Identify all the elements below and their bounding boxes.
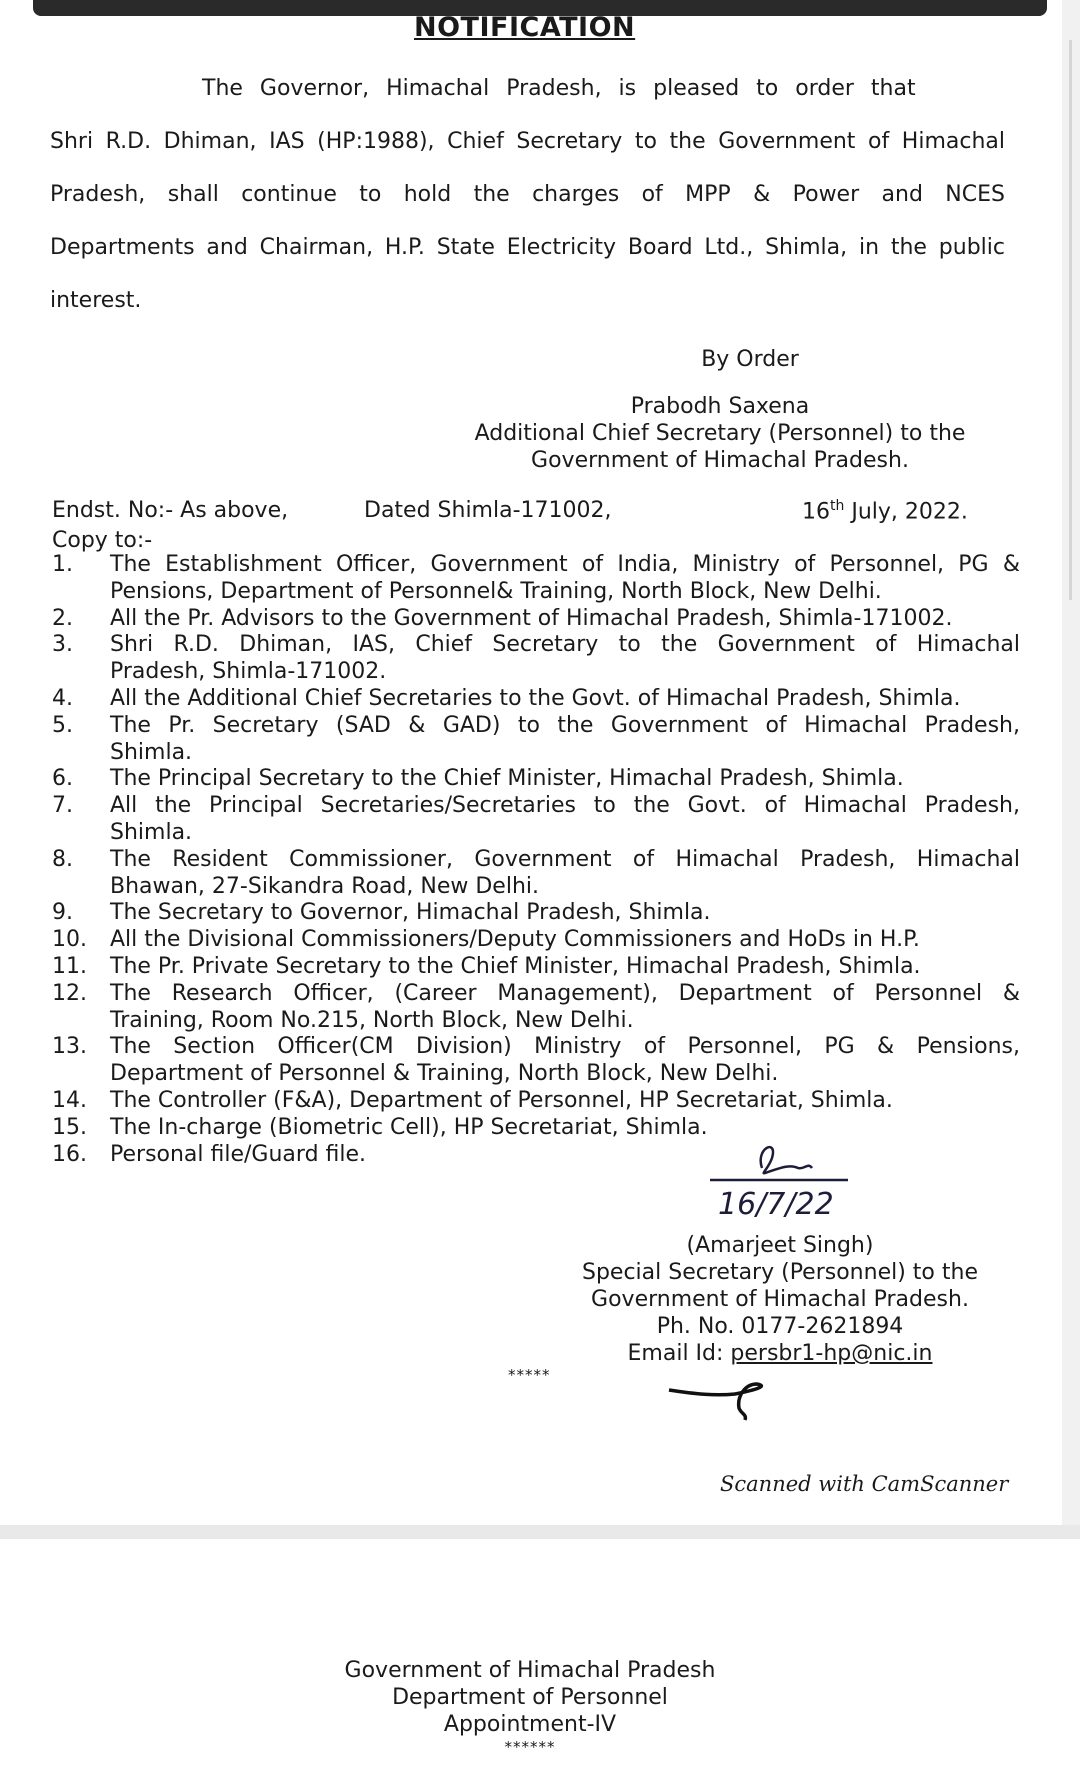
copy-list-line: Training, Room No.215, North Block, New Delhi. (110, 1007, 634, 1033)
page-2-govt: Government of Himachal Pradesh (344, 1658, 716, 1683)
copy-list-line: Shimla. (110, 819, 193, 845)
copy-list-line: The Pr. Secretary (SAD & GAD) to the Government of Himachal Pradesh, (110, 712, 1020, 738)
copy-list-item (52, 981, 1020, 1035)
copy-list-item (52, 632, 1020, 686)
page-separator (0, 1525, 1080, 1539)
copy-list (52, 552, 1020, 1168)
copy-list-number: 6. (52, 766, 73, 792)
signatory-1-name: Prabodh Saxena (630, 394, 810, 419)
copy-list-item (52, 713, 1020, 767)
copy-list-number: 16. (52, 1141, 87, 1167)
camscanner-watermark: Scanned with CamScanner (720, 1472, 1009, 1496)
signature-amarjeet-singh (700, 1128, 850, 1228)
copy-list-item (52, 1088, 1020, 1115)
copy-list-text (110, 927, 1020, 954)
copy-list-number: 2. (52, 605, 73, 631)
copy-list-number: 10. (52, 927, 87, 953)
copy-list-number: 1. (52, 552, 73, 577)
copy-list-number: 9. (52, 900, 73, 926)
copy-list-line: Pensions, Department of Personnel& Training, North Block, New Delhi. (110, 578, 882, 604)
copy-list-number: 14. (52, 1087, 87, 1113)
copy-list-item (52, 1142, 1020, 1169)
copy-to-label: Copy to:- (52, 528, 153, 553)
copy-list-number: 3. (52, 632, 73, 658)
copy-list-text (110, 954, 1020, 981)
end-stars: ***** (508, 1366, 551, 1384)
copy-list-line: Shimla. (110, 739, 193, 765)
copy-list-item (52, 686, 1020, 713)
notification-body (50, 62, 1005, 327)
copy-list-number: 15. (52, 1114, 87, 1140)
signatory-2-email (555, 1340, 1005, 1367)
date-day: 16 (802, 499, 830, 525)
date-rest: July, 2022. (844, 499, 968, 525)
copy-list-line: All the Additional Chief Secretaries to the Govt. of Himachal Pradesh, Shimla. (110, 685, 961, 711)
signatory-1-designation-2: Government of Himachal Pradesh. (531, 448, 909, 473)
email-link[interactable]: persbr1-hp@nic.in (730, 1341, 933, 1366)
copy-list-number: 4. (52, 685, 73, 711)
copy-list-text (110, 1088, 1020, 1115)
copy-list-line: All the Principal Secretaries/Secretaries to the Govt. of Himachal Pradesh, (110, 793, 1020, 819)
copy-list-text (110, 1142, 1020, 1169)
copy-list-line: The In-charge (Biometric Cell), HP Secretariat, Shimla. (110, 1114, 708, 1140)
copy-list-text (110, 900, 1020, 927)
signatory-2-designation-1: Special Secretary (Personnel) to the (582, 1260, 978, 1285)
copy-list-item (52, 927, 1020, 954)
copy-list-item (52, 1115, 1020, 1142)
copy-list-text (110, 1115, 1020, 1142)
copy-list-number: 13. (52, 1034, 87, 1060)
by-order: By Order (701, 347, 799, 372)
body-line-3: Pradesh, shall continue to hold the charges of MPP & Power and NCES (50, 182, 1005, 207)
copy-list-item (52, 900, 1020, 927)
copy-list-number: 7. (52, 793, 73, 819)
copy-list-text (110, 552, 1020, 606)
copy-list-item (52, 1034, 1020, 1088)
copy-list-text (110, 1034, 1020, 1088)
copy-list-line: The Establishment Officer, Government of India, Ministry of Personnel, PG & (110, 552, 1020, 577)
copy-list-number: 12. (52, 980, 87, 1006)
page-2-header (330, 1657, 730, 1756)
page-2-stars: ****** (504, 1738, 556, 1756)
email-label: Email Id: (627, 1341, 731, 1366)
initials-mark (665, 1380, 785, 1430)
copy-list-line: Personal file/Guard file. (110, 1141, 367, 1167)
document-page-2 (0, 1539, 1080, 1789)
body-line-5: interest. (50, 288, 142, 313)
copy-list-text (110, 793, 1020, 847)
copy-list-line: All the Divisional Commissioners/Deputy Commissioners and HoDs in H.P. (110, 927, 920, 953)
copy-list-line: The Controller (F&A), Department of Personnel, HP Secretariat, Shimla. (110, 1087, 893, 1113)
copy-list-line: The Resident Commissioner, Government of Himachal Pradesh, Himachal (110, 846, 1020, 872)
endst-number: Endst. No:- As above, (52, 498, 289, 523)
signatory-2-phone: Ph. No. 0177-2621894 (656, 1314, 904, 1339)
copy-list-item (52, 766, 1020, 793)
copy-list-text (110, 981, 1020, 1035)
copy-list-line: All the Pr. Advisors to the Government of Himachal Pradesh, Shimla-171002. (110, 605, 953, 631)
copy-list-text (110, 606, 1020, 633)
endst-dated: Dated Shimla-171002, (364, 498, 612, 523)
copy-list-number: 8. (52, 846, 73, 872)
copy-list-item (52, 793, 1020, 847)
copy-list-number: 11. (52, 953, 87, 979)
copy-list-item (52, 552, 1020, 606)
copy-list-line: The Section Officer(CM Division) Ministry of Personnel, PG & Pensions, (110, 1034, 1020, 1060)
signatory-2-name: (Amarjeet Singh) (686, 1233, 874, 1258)
page-2-dept: Department of Personnel (392, 1685, 668, 1710)
copy-list-line: Pradesh, Shimla-171002. (110, 659, 387, 685)
signatory-2-block (555, 1232, 1005, 1367)
notification-title: NOTIFICATION (414, 12, 636, 43)
copy-list-line: The Secretary to Governor, Himachal Pradesh, Shimla. (110, 900, 711, 926)
endst-date (802, 498, 968, 524)
copy-list-line: Department of Personnel & Training, North Block, New Delhi. (110, 1061, 779, 1087)
copy-list-text (110, 847, 1020, 901)
date-suffix: th (830, 498, 845, 514)
handwritten-date: 16/7/22 (718, 1187, 834, 1222)
copy-list-text (110, 713, 1020, 767)
copy-list-text (110, 766, 1020, 793)
copy-list-item (52, 954, 1020, 981)
body-line-4: Departments and Chairman, H.P. State Electricity Board Ltd., Shimla, in the public (50, 235, 1005, 260)
copy-list-line: Shri R.D. Dhiman, IAS, Chief Secretary to the Government of Himachal (110, 632, 1020, 658)
signatory-1-designation-1: Additional Chief Secretary (Personnel) to the (474, 421, 966, 446)
copy-list-item (52, 606, 1020, 633)
signatory-1-block (460, 346, 980, 474)
signatory-2-designation-2: Government of Himachal Pradesh. (591, 1287, 969, 1312)
body-line-2: Shri R.D. Dhiman, IAS (HP:1988), Chief Secretary to the Government of Himachal (50, 129, 1005, 154)
copy-list-text (110, 686, 1020, 713)
copy-list-line: The Pr. Private Secretary to the Chief Minister, Himachal Pradesh, Shimla. (110, 953, 921, 979)
copy-list-number: 5. (52, 712, 73, 738)
copy-list-text (110, 632, 1020, 686)
copy-list-line: Bhawan, 27-Sikandra Road, New Delhi. (110, 873, 539, 899)
copy-list-line: The Principal Secretary to the Chief Minister, Himachal Pradesh, Shimla. (110, 766, 904, 792)
copy-list-item (52, 847, 1020, 901)
page-2-section: Appointment-IV (443, 1712, 617, 1737)
body-line-1: The Governor, Himachal Pradesh, is pleased to order that (202, 76, 916, 101)
copy-list-line: The Research Officer, (Career Management), Department of Personnel & (110, 980, 1020, 1006)
